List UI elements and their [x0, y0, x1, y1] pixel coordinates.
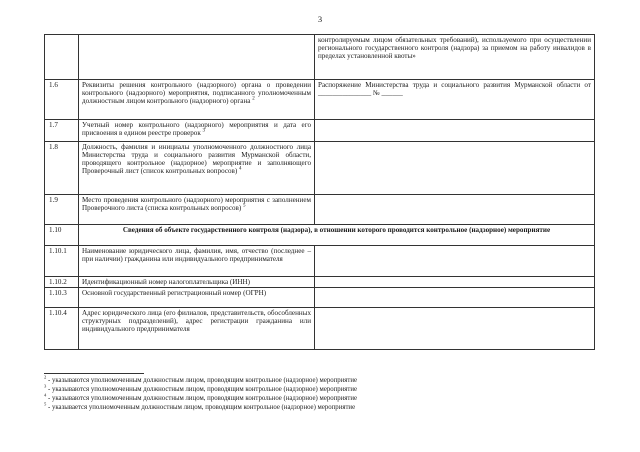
- number-blank: ______: [381, 88, 403, 97]
- footnote-text: - указываются уполномоченным должностным лицом, проводящим контрольное (надзорное) мероприятие: [48, 395, 358, 402]
- table-row-1-6: [45, 80, 595, 120]
- footnotes: [44, 376, 604, 412]
- footnote-mark: 5: [44, 401, 47, 407]
- table-row-1-10-2: [45, 277, 595, 288]
- footnote-mark: 2: [44, 374, 47, 380]
- footnote-ref: 4: [239, 166, 242, 172]
- row-number: [45, 35, 79, 80]
- footnote-ref: 2: [252, 96, 255, 102]
- footnote-text: - указываются уполномоченным должностным лицом, проводящим контрольное (надзорное) мероприятие: [48, 377, 358, 384]
- checklist-table: [44, 34, 595, 350]
- row-number: 1.10.1: [45, 246, 79, 277]
- footnote: [44, 385, 604, 394]
- row-label: Место проведения контрольного (надзорного) мероприятия с заполнением Проверочного листа (списка контрольных вопросов): [82, 195, 311, 212]
- footnote-ref: 3: [202, 128, 206, 134]
- row-label: Адрес юридического лица (его филиалов, представительств, обособленных структурных подразделений), адрес регистрации гражданина или индивидуального предпринимателя: [79, 308, 315, 350]
- row-value: контролируемым лицом обязательных требований), используемого при осуществлении регионального государственного контроля (надзора) за приемом на работу инвалидов в пределах установленной квоты»: [315, 35, 595, 80]
- row-value: [315, 288, 595, 308]
- footnote-text: - указываются уполномоченным должностным лицом, проводящим контрольное (надзорное) мероприятие: [48, 386, 358, 393]
- row-number: 1.10.3: [45, 288, 79, 308]
- footnote: [44, 394, 604, 403]
- row-label: Учетный номер контрольного (надзорного) мероприятия и дата его присвоения в едином реестре проверок: [82, 120, 311, 137]
- row-value: [315, 246, 595, 277]
- row-label: Основной государственный регистрационный номер (ОГРН): [79, 288, 315, 308]
- row-label: Реквизиты решения контрольного (надзорного) органа о проведении контрольного (надзорного) мероприятия, подписанного уполномоченным должностным лицом контрольного (надзорного) органа: [82, 80, 311, 105]
- section-heading: Сведения об объекте государственного контроля (надзора), в отношении которого проводится контрольное (надзорное) мероприятие: [79, 225, 595, 246]
- row-value-cell: [315, 80, 595, 120]
- footnote-text: - указывается уполномоченным должностным лицом, проводящим контрольное (надзорное) мероприятие: [48, 404, 356, 411]
- table-row-1-8: [45, 142, 595, 195]
- table-row-1-10-1: [45, 246, 595, 277]
- footnote-divider: [44, 373, 144, 374]
- row-value: [315, 142, 595, 195]
- footnote-mark: 4: [44, 392, 47, 398]
- row-number: 1.10.4: [45, 308, 79, 350]
- row-number: 1.7: [45, 120, 79, 142]
- row-value: [315, 308, 595, 350]
- date-blank: _______________: [318, 88, 372, 97]
- table-row-1-9: [45, 195, 595, 225]
- table-row-1-7: [45, 120, 595, 142]
- row-label: [79, 35, 315, 80]
- table-row-1-10-3: [45, 288, 595, 308]
- row-label-cell: [79, 195, 315, 225]
- order-prefix: Распоряжение Министерства труда и социального развития Мурманской области от: [318, 80, 591, 89]
- table-row-1-10-section: [45, 225, 595, 246]
- footnote: [44, 376, 604, 385]
- row-label-cell: [79, 120, 315, 142]
- number-sign: №: [372, 88, 380, 97]
- row-number: 1.10.2: [45, 277, 79, 288]
- row-number: 1.6: [45, 80, 79, 120]
- footnote: [44, 403, 604, 412]
- row-number: 1.10: [45, 225, 79, 246]
- row-value: [315, 195, 595, 225]
- row-label-cell: [79, 80, 315, 120]
- row-label: Идентификационный номер налогоплательщика (ИНН): [79, 277, 315, 288]
- row-label: Должность, фамилия и инициалы уполномоченного должностного лица Министерства труда и социального развития Мурманской области, проводящего контрольное (надзорное) мероприятие и заполняющего Проверочный лист (список контрольных вопросов): [82, 142, 311, 175]
- footnote-mark: 3: [44, 383, 47, 389]
- row-number: 1.9: [45, 195, 79, 225]
- row-value: [315, 120, 595, 142]
- row-number: 1.8: [45, 142, 79, 195]
- row-label: Наименование юридического лица, фамилия, имя, отчество (последнее – при наличии) гражданина или индивидуального предпринимателя: [79, 246, 315, 277]
- table-row-continuation: [45, 35, 595, 80]
- row-value: [315, 277, 595, 288]
- footnote-ref: 5: [243, 203, 246, 209]
- page-number: 3: [317, 14, 323, 24]
- row-label-cell: [79, 142, 315, 195]
- table-row-1-10-4: [45, 308, 595, 350]
